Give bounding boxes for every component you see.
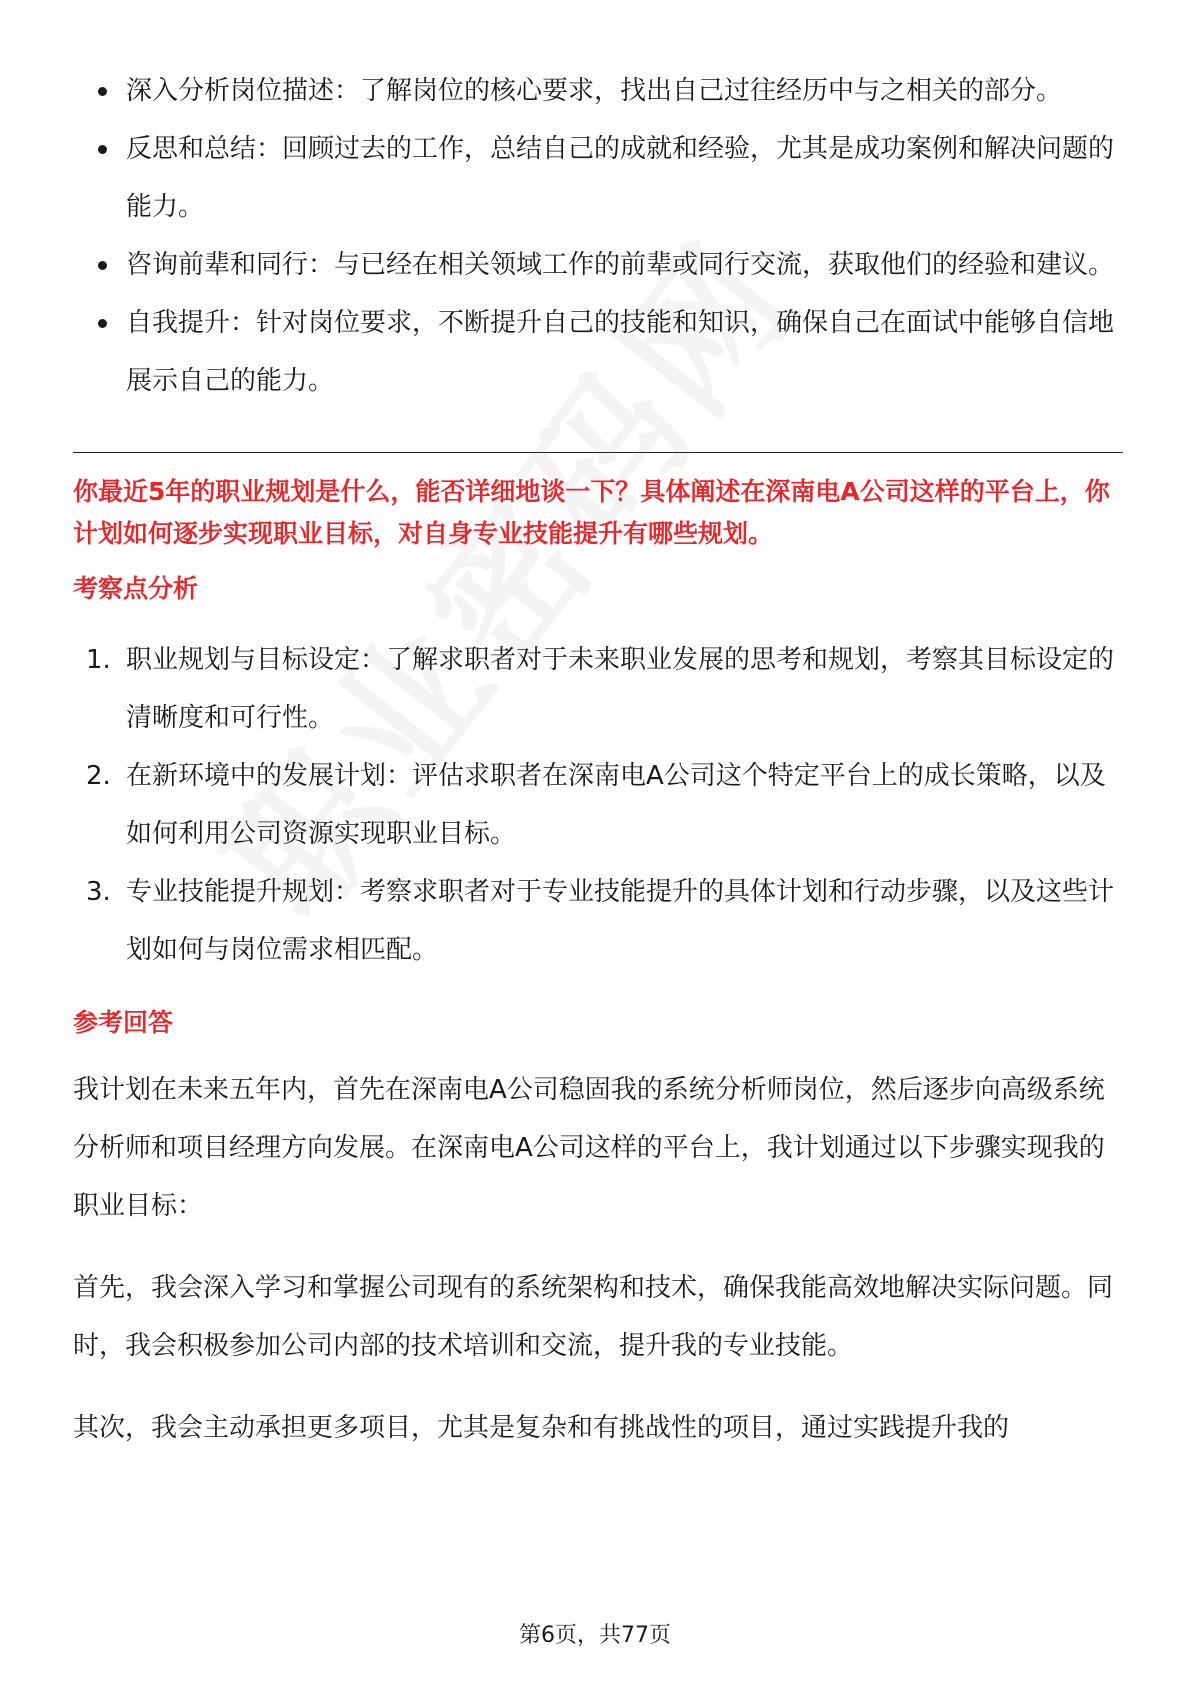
list-item-text: 在新环境中的发展计划：评估求职者在深南电A公司这个特定平台上的成长策略，以及如何利用公司资源实现职业目标。 bbox=[126, 761, 1106, 849]
list-item-text: 职业规划与目标设定：了解求职者对于未来职业发展的思考和规划，考察其目标设定的清晰度和可行性。 bbox=[126, 645, 1115, 733]
list-number: 1. bbox=[86, 645, 111, 675]
answer-paragraph: 首先，我会深入学习和掌握公司现有的系统架构和技术，确保我能高效地解决实际问题。同时，我会积极参加公司内部的技术培训和交流，提升我的专业技能。 bbox=[73, 1273, 1114, 1361]
page-footer: 第6页，共77页 bbox=[519, 1623, 671, 1648]
list-item-text: 咨询前辈和同行：与已经在相关领域工作的前辈或同行交流，获取他们的经验和建议。 bbox=[126, 250, 1115, 280]
list-item-text: 专业技能提升规划：考察求职者对于专业技能提升的具体计划和行动步骤，以及这些计划如何与岗位需求相匹配。 bbox=[126, 877, 1115, 965]
analysis-list bbox=[73, 631, 1123, 979]
list-item bbox=[73, 747, 1123, 863]
section-divider bbox=[73, 452, 1123, 453]
page-content bbox=[73, 62, 1123, 1481]
list-number: 2. bbox=[86, 761, 111, 791]
list-number: 3. bbox=[86, 877, 111, 907]
list-item bbox=[73, 236, 1123, 294]
analysis-heading: 考察点分析 bbox=[73, 574, 199, 603]
tips-list bbox=[73, 62, 1123, 410]
list-item-text: 自我提升：针对岗位要求，不断提升自己的技能和知识，确保自己在面试中能够自信地展示自己的能力。 bbox=[126, 308, 1115, 396]
list-item bbox=[73, 62, 1123, 120]
list-item bbox=[73, 294, 1123, 410]
bullet-icon bbox=[98, 87, 107, 96]
interview-question: 你最近5年的职业规划是什么，能否详细地谈一下？具体阐述在深南电A公司这样的平台上，你计划如何逐步实现职业目标，对自身专业技能提升有哪些规划。 bbox=[73, 477, 1110, 548]
bullet-icon bbox=[98, 319, 107, 328]
answer-paragraph: 我计划在未来五年内，首先在深南电A公司稳固我的系统分析师岗位，然后逐步向高级系统分析师和项目经理方向发展。在深南电A公司这样的平台上，我计划通过以下步骤实现我的职业目标： bbox=[73, 1075, 1105, 1221]
bullet-icon bbox=[98, 145, 107, 154]
list-item bbox=[73, 863, 1123, 979]
list-item bbox=[73, 120, 1123, 236]
bullet-icon bbox=[98, 261, 107, 270]
list-item bbox=[73, 631, 1123, 747]
answer-heading: 参考回答 bbox=[73, 1008, 174, 1037]
answer-paragraph: 其次，我会主动承担更多项目，尤其是复杂和有挑战性的项目，通过实践提升我的 bbox=[73, 1413, 1010, 1443]
list-item-text: 深入分析岗位描述：了解岗位的核心要求，找出自己过往经历中与之相关的部分。 bbox=[126, 76, 1063, 106]
list-item-text: 反思和总结：回顾过去的工作，总结自己的成就和经验，尤其是成功案例和解决问题的能力。 bbox=[126, 134, 1115, 222]
